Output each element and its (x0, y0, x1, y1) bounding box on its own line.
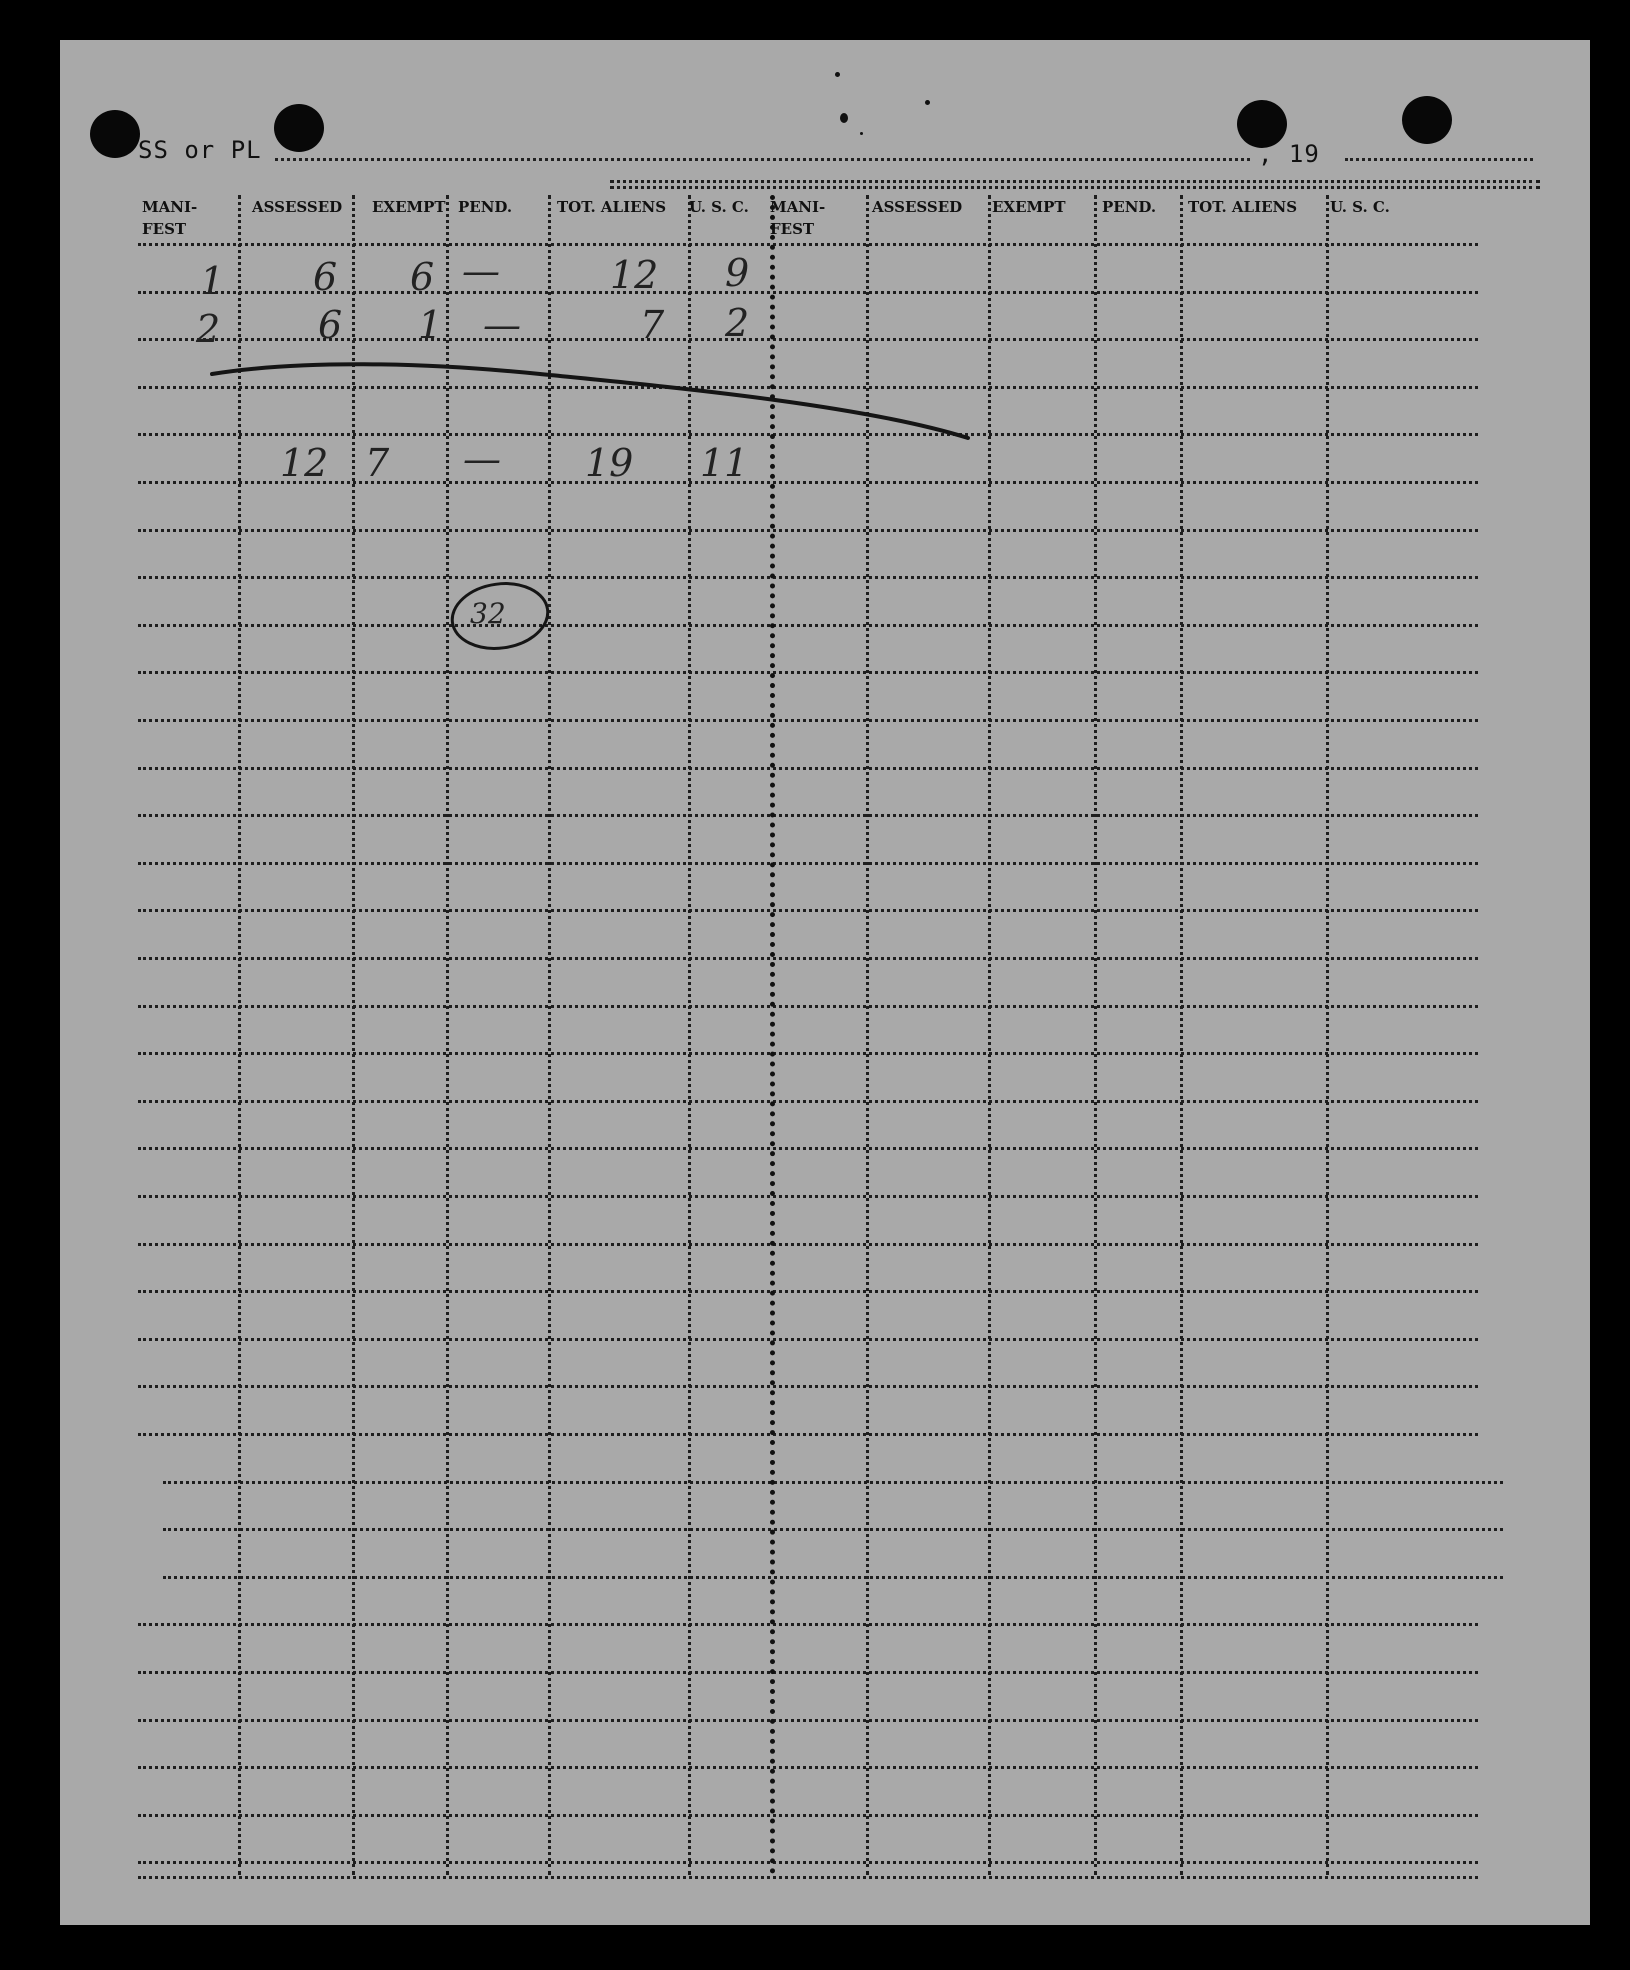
entry-2-pend: — (483, 303, 521, 347)
col-exempt-2: EXEMPT (992, 198, 1066, 216)
col-pend: PEND. (458, 198, 513, 216)
entry-1-pend: — (462, 249, 500, 293)
total-tot-aliens: 19 (585, 441, 634, 485)
circled-note: 32 (470, 597, 506, 630)
entry-2-tot-aliens: 7 (640, 303, 665, 347)
total-usc: 11 (700, 441, 749, 485)
entry-2-exempt: 1 (418, 303, 443, 347)
entry-1-exempt: 6 (410, 255, 435, 299)
col-usc: U. S. C. (689, 198, 749, 216)
entry-2-assessed: 6 (318, 303, 343, 347)
entry-1-assessed: 6 (313, 255, 338, 299)
col-assessed-2: ASSESSED (872, 198, 963, 216)
col-tot-aliens: TOT. ALIENS (557, 198, 667, 216)
col-usc-2: U. S. C. (1330, 198, 1390, 216)
form-header-vessel: SS or PL (138, 136, 262, 164)
col-pend-2: PEND. (1102, 198, 1157, 216)
total-pend: — (463, 437, 501, 481)
entry-2-manifest: 2 (196, 307, 221, 351)
total-assessed: 12 (280, 441, 329, 485)
total-exempt: 7 (365, 441, 390, 485)
col-assessed: ASSESSED (252, 198, 343, 216)
entry-2-usc: 2 (725, 301, 750, 345)
entry-1-manifest: 1 (200, 259, 225, 303)
col-tot-aliens-2: TOT. ALIENS (1188, 198, 1298, 216)
form-header-year: , 19 (1258, 140, 1320, 168)
col-manifest-2: MANI- FEST (770, 198, 826, 238)
col-manifest: MANI- FEST (142, 198, 198, 238)
col-exempt: EXEMPT (372, 198, 446, 216)
entry-1-tot-aliens: 12 (610, 253, 659, 297)
entry-1-usc: 9 (725, 251, 750, 295)
